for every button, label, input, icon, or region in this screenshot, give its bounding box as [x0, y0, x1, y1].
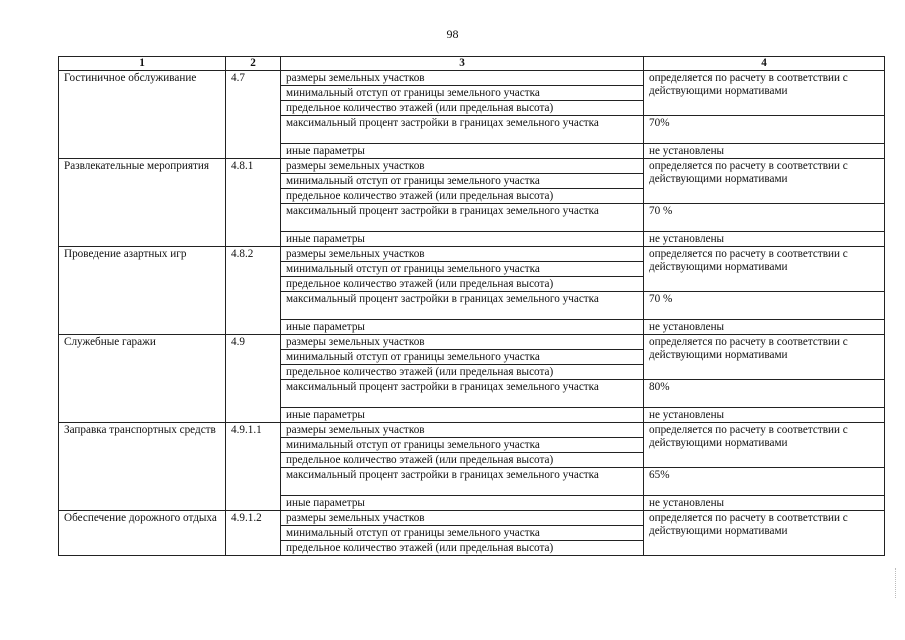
use-type-code: 4.9 [226, 335, 281, 423]
use-type-code: 4.8.1 [226, 159, 281, 247]
margin-mark [895, 568, 900, 598]
parameter-value: 70 % [644, 292, 885, 320]
column-header: 4 [644, 57, 885, 71]
parameter-value: 80% [644, 380, 885, 408]
parameter-value: определяется по расчету в соответствии с действующими нормативами [644, 511, 885, 556]
parameter-value: определяется по расчету в соответствии с действующими нормативами [644, 423, 885, 468]
use-type-code: 4.8.2 [226, 247, 281, 335]
parameter-value: 65% [644, 468, 885, 496]
parameter-value: 70 % [644, 204, 885, 232]
parameter-name: размеры земельных участков [281, 247, 644, 262]
parameter-name: предельное количество этажей (или предельная высота) [281, 365, 644, 380]
page-number: 98 [446, 27, 459, 41]
parameter-name: минимальный отступ от границы земельного участка [281, 438, 644, 453]
parameter-value: определяется по расчету в соответствии с действующими нормативами [644, 159, 885, 204]
parameter-value: не установлены [644, 320, 885, 335]
parameter-name: размеры земельных участков [281, 71, 644, 86]
parameter-name: минимальный отступ от границы земельного участка [281, 262, 644, 277]
parameter-name: размеры земельных участков [281, 423, 644, 438]
column-header: 1 [59, 57, 226, 71]
use-type-name: Заправка транспортных средств [59, 423, 226, 511]
parameter-name: максимальный процент застройки в границах земельного участка [281, 468, 644, 496]
use-type-name: Развлекательные мероприятия [59, 159, 226, 247]
parameter-name: предельное количество этажей (или предельная высота) [281, 101, 644, 116]
land-use-parameters-table [58, 56, 885, 556]
column-header: 2 [226, 57, 281, 71]
table-row [59, 335, 885, 350]
parameter-name: иные параметры [281, 496, 644, 511]
parameter-value: не установлены [644, 144, 885, 159]
parameter-value: не установлены [644, 232, 885, 247]
table-row [59, 423, 885, 438]
use-type-code: 4.7 [226, 71, 281, 159]
parameter-name: размеры земельных участков [281, 335, 644, 350]
parameter-name: максимальный процент застройки в границах земельного участка [281, 116, 644, 144]
use-type-name: Проведение азартных игр [59, 247, 226, 335]
parameter-name: минимальный отступ от границы земельного участка [281, 350, 644, 365]
parameter-name: максимальный процент застройки в границах земельного участка [281, 292, 644, 320]
table-header-row [59, 57, 885, 71]
use-type-code: 4.9.1.2 [226, 511, 281, 556]
parameter-value: определяется по расчету в соответствии с действующими нормативами [644, 71, 885, 116]
parameter-name: размеры земельных участков [281, 159, 644, 174]
parameter-name: минимальный отступ от границы земельного участка [281, 526, 644, 541]
table-row [59, 159, 885, 174]
parameter-name: предельное количество этажей (или предельная высота) [281, 541, 644, 556]
parameter-value: не установлены [644, 496, 885, 511]
parameter-value: 70% [644, 116, 885, 144]
parameter-value: определяется по расчету в соответствии с действующими нормативами [644, 335, 885, 380]
use-type-code: 4.9.1.1 [226, 423, 281, 511]
parameter-name: предельное количество этажей (или предельная высота) [281, 277, 644, 292]
parameter-name: размеры земельных участков [281, 511, 644, 526]
parameter-name: минимальный отступ от границы земельного участка [281, 86, 644, 101]
column-header: 3 [281, 57, 644, 71]
parameter-name: иные параметры [281, 144, 644, 159]
parameter-name: иные параметры [281, 408, 644, 423]
table-row [59, 511, 885, 526]
table-row [59, 71, 885, 86]
parameter-value: не установлены [644, 408, 885, 423]
parameter-name: предельное количество этажей (или предельная высота) [281, 453, 644, 468]
parameter-name: иные параметры [281, 320, 644, 335]
parameter-name: минимальный отступ от границы земельного участка [281, 174, 644, 189]
parameter-name: максимальный процент застройки в границах земельного участка [281, 204, 644, 232]
parameter-name: предельное количество этажей (или предельная высота) [281, 189, 644, 204]
use-type-name: Гостиничное обслуживание [59, 71, 226, 159]
parameter-value: определяется по расчету в соответствии с действующими нормативами [644, 247, 885, 292]
table-row [59, 247, 885, 262]
use-type-name: Обеспечение дорожного отдыха [59, 511, 226, 556]
parameter-name: максимальный процент застройки в границах земельного участка [281, 380, 644, 408]
use-type-name: Служебные гаражи [59, 335, 226, 423]
parameter-name: иные параметры [281, 232, 644, 247]
